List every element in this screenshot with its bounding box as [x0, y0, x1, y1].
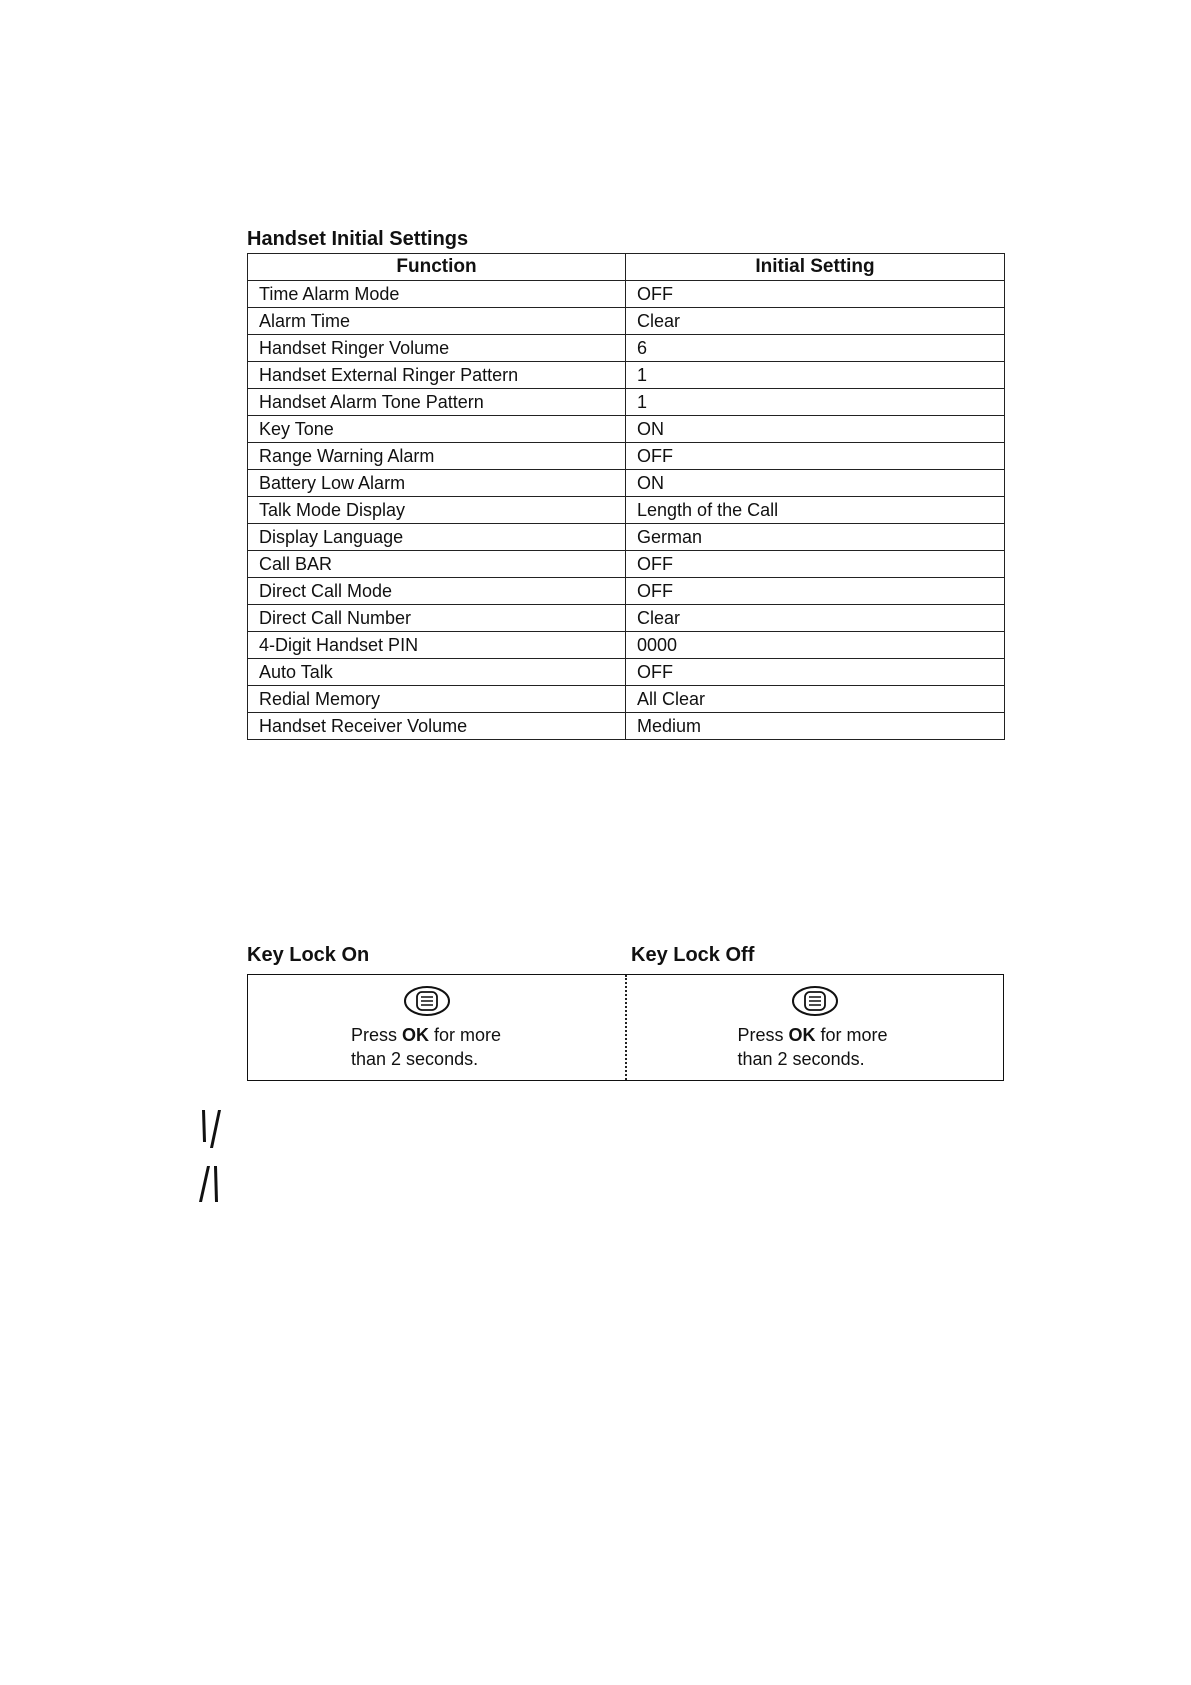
- function-cell: Talk Mode Display: [248, 497, 626, 524]
- function-cell: Direct Call Number: [248, 605, 626, 632]
- keylock-on-rest1: for more: [434, 1025, 502, 1045]
- table-row: [248, 416, 1005, 443]
- table-row: [248, 659, 1005, 686]
- initial-setting-cell: OFF: [626, 281, 1005, 308]
- keylock-off-panel: [627, 975, 1004, 1080]
- function-cell: Handset Alarm Tone Pattern: [248, 389, 626, 416]
- column-header-function: Function: [248, 254, 626, 281]
- initial-setting-cell: ON: [626, 416, 1005, 443]
- table-row: [248, 524, 1005, 551]
- table-row: [248, 713, 1005, 740]
- table-row: [248, 335, 1005, 362]
- function-cell: Time Alarm Mode: [248, 281, 626, 308]
- function-cell: Handset Ringer Volume: [248, 335, 626, 362]
- table-row: [248, 497, 1005, 524]
- initial-setting-cell: ON: [626, 470, 1005, 497]
- initial-setting-cell: 1: [626, 362, 1005, 389]
- initial-setting-cell: 0000: [626, 632, 1005, 659]
- function-cell: Redial Memory: [248, 686, 626, 713]
- keylock-on-press: Press: [351, 1025, 398, 1045]
- keylock-off-press: Press: [737, 1025, 784, 1045]
- function-cell: Range Warning Alarm: [248, 443, 626, 470]
- keylock-off-heading: Key Lock Off: [631, 944, 755, 966]
- table-row: [248, 578, 1005, 605]
- ok-key-icon: [791, 985, 839, 1017]
- table-row: [248, 281, 1005, 308]
- cut-mark-icon: [192, 1162, 228, 1204]
- function-cell: Handset Receiver Volume: [248, 713, 626, 740]
- function-cell: Alarm Time: [248, 308, 626, 335]
- initial-setting-cell: 1: [626, 389, 1005, 416]
- table-row: [248, 362, 1005, 389]
- keylock-on-key: OK: [402, 1025, 430, 1045]
- function-cell: Direct Call Mode: [248, 578, 626, 605]
- table-row: [248, 443, 1005, 470]
- keylock-section: [247, 942, 1004, 1081]
- table-row: [248, 389, 1005, 416]
- function-cell: Battery Low Alarm: [248, 470, 626, 497]
- function-cell: Key Tone: [248, 416, 626, 443]
- initial-setting-cell: OFF: [626, 443, 1005, 470]
- table-row: [248, 632, 1005, 659]
- initial-setting-cell: All Clear: [626, 686, 1005, 713]
- initial-setting-cell: Clear: [626, 308, 1005, 335]
- initial-setting-cell: OFF: [626, 578, 1005, 605]
- keylock-on-panel: [248, 975, 627, 1080]
- initial-setting-cell: OFF: [626, 551, 1005, 578]
- settings-table: [247, 253, 1005, 740]
- function-cell: Auto Talk: [248, 659, 626, 686]
- table-row: [248, 470, 1005, 497]
- initial-setting-cell: Length of the Call: [626, 497, 1005, 524]
- table-row: [248, 308, 1005, 335]
- settings-table-body: [248, 281, 1005, 740]
- function-cell: Call BAR: [248, 551, 626, 578]
- initial-setting-cell: 6: [626, 335, 1005, 362]
- function-cell: 4-Digit Handset PIN: [248, 632, 626, 659]
- keylock-on-heading: Key Lock On: [247, 944, 370, 966]
- table-row: [248, 686, 1005, 713]
- table-row: [248, 551, 1005, 578]
- initial-setting-cell: German: [626, 524, 1005, 551]
- keylock-on-rest2: than 2 seconds.: [351, 1049, 479, 1069]
- column-header-initial-setting: Initial Setting: [626, 254, 1005, 281]
- keylock-off-instruction: [738, 1023, 888, 1071]
- settings-title: Handset Initial Settings: [247, 228, 469, 250]
- initial-setting-cell: OFF: [626, 659, 1005, 686]
- initial-setting-cell: Clear: [626, 605, 1005, 632]
- function-cell: Handset External Ringer Pattern: [248, 362, 626, 389]
- ok-key-icon: [403, 985, 451, 1017]
- settings-section: [247, 226, 1004, 740]
- cut-mark-icon: [192, 1108, 228, 1150]
- keylock-off-rest2: than 2 seconds.: [737, 1049, 865, 1069]
- keylock-off-rest1: for more: [820, 1025, 888, 1045]
- keylock-headings: [247, 942, 1004, 974]
- keylock-on-instruction: [351, 1023, 501, 1071]
- keylock-box: [247, 974, 1004, 1081]
- initial-setting-cell: Medium: [626, 713, 1005, 740]
- function-cell: Display Language: [248, 524, 626, 551]
- keylock-off-key: OK: [788, 1025, 816, 1045]
- table-row: [248, 605, 1005, 632]
- table-header-row: [248, 254, 1005, 281]
